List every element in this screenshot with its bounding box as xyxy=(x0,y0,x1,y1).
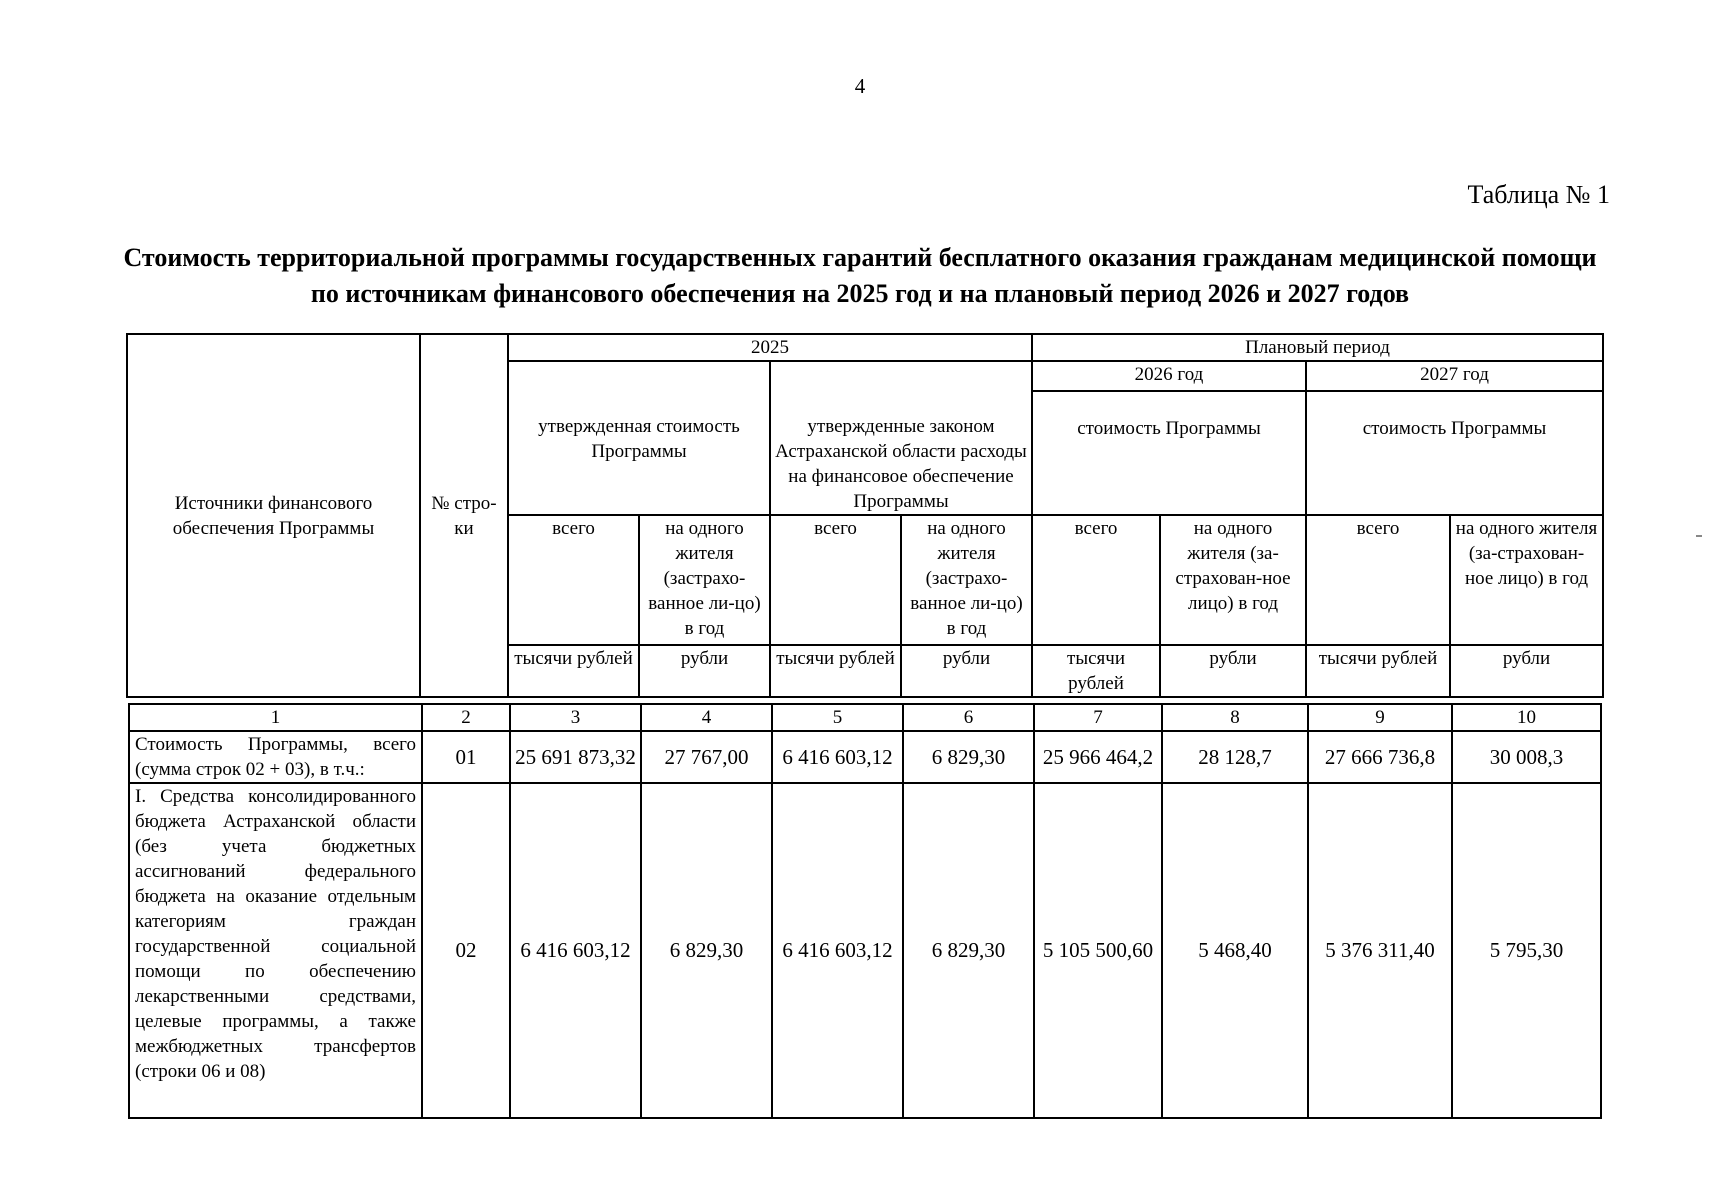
data-table xyxy=(128,703,1602,1119)
header-law-expenses: утвержденные законом Астраханской области расходы на финансовое обеспечение Программы xyxy=(770,361,1032,515)
table-number: Таблица № 1 xyxy=(1467,180,1610,209)
column-number: 6 xyxy=(903,704,1034,731)
header-unit-10: рубли xyxy=(1450,645,1603,697)
header-per-resident-10: на одного жителя (за-страхован-ное лицо) в год xyxy=(1450,515,1603,645)
row-value: 27 767,00 xyxy=(641,731,772,783)
row-value: 25 966 464,2 xyxy=(1034,731,1162,783)
column-number: 8 xyxy=(1162,704,1308,731)
row-value: 6 829,30 xyxy=(903,731,1034,783)
row-value: 30 008,3 xyxy=(1452,731,1601,783)
header-planning-period: Плановый период xyxy=(1032,334,1603,361)
table-header xyxy=(126,333,1604,698)
row-label: I. Средства консолидированного бюджета Астраханской области (без учета бюджетных ассигнований федерального бюджета на оказание отдельным категориям граждан государственной социальной помощи по обеспечению лекарственными средствами, целевые программы, а также межбюджетных трансфертов (строки 06 и 08) xyxy=(129,783,422,1118)
header-approved-cost: утвержденная стоимость Программы xyxy=(508,361,770,515)
table-title: Стоимость территориальной программы государственных гарантий бесплатного оказания гражданам медицинской помощи по источникам финансового обеспечения на 2025 год и на плановый период 2026 и 2027 годов xyxy=(123,243,1597,308)
table-row xyxy=(129,783,1601,1118)
column-number: 10 xyxy=(1452,704,1601,731)
header-total-9: всего xyxy=(1306,515,1450,645)
column-number: 9 xyxy=(1308,704,1452,731)
row-value: 6 829,30 xyxy=(641,783,772,1118)
row-value: 28 128,7 xyxy=(1162,731,1308,783)
row-value: 5 795,30 xyxy=(1452,783,1601,1118)
column-number: 3 xyxy=(510,704,641,731)
page-number: 4 xyxy=(854,74,866,98)
header-total-3: всего xyxy=(508,515,639,645)
header-unit-4: рубли xyxy=(639,645,770,697)
column-number-row xyxy=(129,704,1601,731)
column-number: 4 xyxy=(641,704,772,731)
header-per-resident-4: на одного жителя (застрахо-ванное ли-цо) в год xyxy=(639,515,770,645)
header-sources: Источники финансового обеспечения Программы xyxy=(127,334,420,697)
row-line-number: 01 xyxy=(422,731,510,783)
scan-artifact xyxy=(1696,535,1702,537)
column-number: 1 xyxy=(129,704,422,731)
row-value: 5 468,40 xyxy=(1162,783,1308,1118)
header-line-number: № стро-ки xyxy=(420,334,508,697)
row-value: 6 416 603,12 xyxy=(772,783,903,1118)
row-line-number: 02 xyxy=(422,783,510,1118)
header-cost-2027: стоимость Программы xyxy=(1306,391,1603,515)
header-unit-9: тысячи рублей xyxy=(1306,645,1450,697)
header-year-2027: 2027 год xyxy=(1306,361,1603,391)
header-unit-3: тысячи рублей xyxy=(508,645,639,697)
row-value: 27 666 736,8 xyxy=(1308,731,1452,783)
header-unit-7: тысячи рублей xyxy=(1032,645,1160,697)
header-unit-6: рубли xyxy=(901,645,1032,697)
header-year-2025: 2025 xyxy=(508,334,1032,361)
header-unit-5: тысячи рублей xyxy=(770,645,901,697)
column-number: 7 xyxy=(1034,704,1162,731)
row-label: Стоимость Программы, всего (сумма строк 02 + 03), в т.ч.: xyxy=(129,731,422,783)
header-per-resident-6: на одного жителя (застрахо-ванное ли-цо) в год xyxy=(901,515,1032,645)
header-per-resident-8: на одного жителя (за-страхован-ное лицо) в год xyxy=(1160,515,1306,645)
header-total-7: всего xyxy=(1032,515,1160,645)
row-value: 25 691 873,32 xyxy=(510,731,641,783)
header-total-5: всего xyxy=(770,515,901,645)
row-value: 5 105 500,60 xyxy=(1034,783,1162,1118)
header-year-2026: 2026 год xyxy=(1032,361,1306,391)
row-value: 5 376 311,40 xyxy=(1308,783,1452,1118)
column-number: 5 xyxy=(772,704,903,731)
column-number: 2 xyxy=(422,704,510,731)
row-value: 6 416 603,12 xyxy=(510,783,641,1118)
row-value: 6 416 603,12 xyxy=(772,731,903,783)
header-cost-2026: стоимость Программы xyxy=(1032,391,1306,515)
table-row xyxy=(129,731,1601,783)
row-value: 6 829,30 xyxy=(903,783,1034,1118)
header-unit-8: рубли xyxy=(1160,645,1306,697)
